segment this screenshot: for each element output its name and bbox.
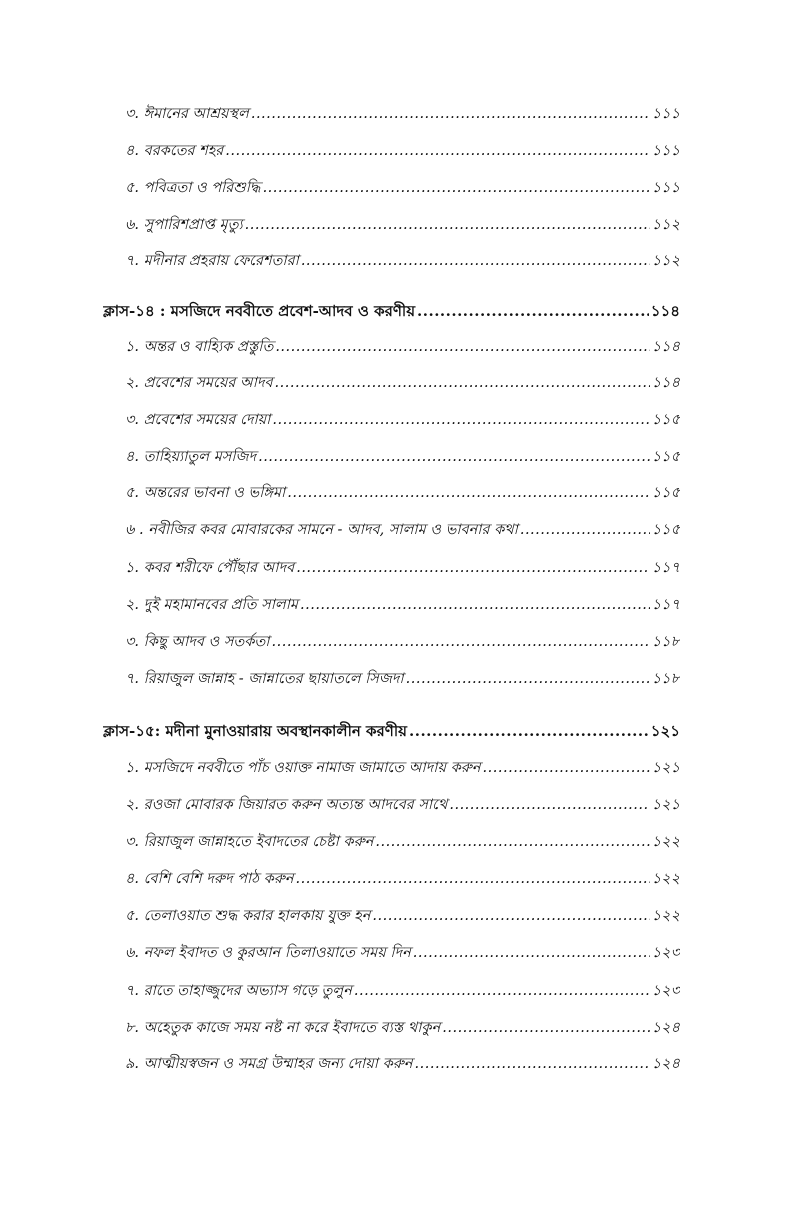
toc-page-number: ১২১ — [650, 722, 680, 740]
toc-entry-label: ৯. আত্মীয়স্বজন ও সমগ্র উম্মাহর জন্য দোয়া করুন — [125, 1056, 413, 1072]
toc-entry-label: ৬ . নবীজির কবর মোবারকের সামনে - আদব, সালাম ও ভাবনার কথা — [125, 522, 518, 538]
toc-entry-label: ২. রওজা মোবারক জিয়ারত করুন অত্যন্ত আদবের সাথে — [125, 797, 448, 813]
toc-entry — [125, 372, 680, 396]
toc-entry-label: ৩. প্রবেশের সময়ের দোয়া — [125, 412, 271, 428]
toc-entry — [125, 177, 680, 201]
toc-entry — [125, 214, 680, 238]
toc-entry-label: ৪. বেশি বেশি দরুদ পাঠ করুন — [125, 871, 294, 887]
toc-heading — [103, 720, 680, 745]
toc-page-number: ১১২ — [651, 253, 680, 269]
dot-leader — [372, 908, 649, 924]
toc-entry-label: ৪. বরকতের শহর — [125, 143, 224, 159]
dot-leader — [415, 1056, 650, 1072]
toc-page-number: ১২৩ — [651, 983, 680, 999]
toc-entry — [125, 1053, 680, 1077]
toc-entry-label: ৪. তাহিয়্যাতুল মসজিদ — [125, 449, 257, 465]
toc-page-number: ১২৪ — [651, 1020, 680, 1036]
toc-entry — [125, 594, 680, 618]
dot-leader — [375, 834, 649, 850]
toc-page-number: ১১৭ — [651, 597, 680, 613]
toc-entry-label: ১. কবর শরীফে পৌঁছার আদব — [125, 560, 295, 576]
toc-page-number: ১১১ — [651, 180, 680, 196]
dot-leader — [483, 760, 650, 776]
toc-page-number: ১১৮ — [651, 634, 680, 650]
dot-leader — [417, 302, 649, 320]
dot-leader — [245, 217, 650, 233]
dot-leader — [272, 634, 650, 650]
dot-leader — [413, 945, 650, 961]
toc-page-number: ১২৩ — [651, 945, 680, 961]
dot-leader — [520, 522, 650, 538]
toc-entry — [125, 757, 680, 781]
toc-heading — [103, 300, 680, 325]
toc-entry-label: ৫. অন্তরের ভাবনা ও ভঙ্গিমা — [125, 485, 286, 501]
toc-entry-label: ক্লাস-১৪ : মসজিদে নববীতে প্রবেশ-আদব ও করণীয় — [103, 302, 416, 320]
toc-entry — [125, 1017, 680, 1041]
toc-entry — [125, 831, 680, 855]
toc-entry — [125, 905, 680, 929]
toc-page-number: ১১১ — [651, 143, 680, 159]
toc-page-number: ১২২ — [651, 871, 680, 887]
toc-page-number: ১২২ — [651, 908, 680, 924]
dot-leader — [296, 560, 650, 576]
dot-leader — [263, 180, 650, 196]
toc-entry — [125, 446, 680, 470]
toc-entry-label: ১. অন্তর ও বাহ্যিক প্রস্তুতি — [125, 339, 274, 355]
toc-entry-label: ক্লাস-১৫: মদীনা মুনাওয়ারায় অবস্থানকালীন করণীয় — [103, 722, 407, 740]
toc-page-number: ১১৪ — [651, 375, 680, 391]
dot-leader — [354, 983, 650, 999]
toc-entry — [125, 482, 680, 506]
toc-page-number: ১১২ — [651, 217, 680, 233]
toc-page-number: ১২২ — [651, 834, 680, 850]
toc-entry-label: ৩. রিয়াজুল জান্নাহতে ইবাদতের চেষ্টা করুন — [125, 834, 374, 850]
toc-page-number: ১১৫ — [651, 522, 680, 538]
toc-entry — [125, 336, 680, 360]
toc-entry-label: ৬. নফল ইবাদত ও কুরআন তিলাওয়াতে সময় দিন — [125, 945, 411, 961]
toc-entry-label: ৫. পবিত্রতা ও পরিশুদ্ধি — [125, 180, 261, 196]
toc-entry-label: ৩. ঈমানের আশ্রয়স্থল — [125, 106, 249, 122]
dot-leader — [225, 143, 649, 159]
toc-page-number: ১১৪ — [650, 302, 680, 320]
dot-leader — [275, 375, 650, 391]
toc-entry — [125, 250, 680, 274]
dot-leader — [449, 797, 649, 813]
toc-entry — [125, 409, 680, 433]
toc-page-number: ১১৭ — [651, 560, 680, 576]
toc-entry-label: ৭. রাতে তাহাজ্জুদের অভ্যাস গড়ে তুলুন — [125, 983, 352, 999]
dot-leader — [287, 485, 650, 501]
dot-leader — [300, 597, 650, 613]
toc-entry-label: ১. মসজিদে নববীতে পাঁচ ওয়াক্ত নামাজ জামাতে আদায় করুন — [125, 760, 481, 776]
toc-page-number: ১১৪ — [651, 339, 680, 355]
toc-page-number: ১১১ — [651, 106, 680, 122]
toc-entry-label: ৭. রিয়াজুল জান্নাহ - জান্নাতের ছায়াতলে সিজদা — [125, 671, 404, 687]
toc-entry-label: ২. প্রবেশের সময়ের আদব — [125, 375, 273, 391]
toc-page-number: ১২১ — [651, 760, 680, 776]
toc-entry — [125, 980, 680, 1004]
toc-page-number: ১১৮ — [651, 671, 680, 687]
toc-entry — [125, 557, 680, 581]
toc-entry — [125, 794, 680, 818]
toc-page-number: ১১৫ — [651, 449, 680, 465]
toc-entry — [125, 942, 680, 966]
toc-page-number: ১২১ — [651, 797, 680, 813]
dot-leader — [409, 722, 649, 740]
toc-entry — [125, 103, 680, 127]
dot-leader — [442, 1020, 650, 1036]
dot-leader — [258, 449, 650, 465]
toc-entry — [125, 140, 680, 164]
toc-entry-label: ৩. কিছু আদব ও সতর্কতা — [125, 634, 270, 650]
dot-leader — [275, 339, 649, 355]
toc-page-number: ১১৫ — [651, 412, 680, 428]
toc-entry — [125, 668, 680, 692]
dot-leader — [406, 671, 650, 687]
toc-entry-label: ৭. মদীনার প্রহরায় ফেরেশতারা — [125, 253, 299, 269]
dot-leader — [251, 106, 650, 122]
toc-entry-label: ৬. সুপারিশপ্রাপ্ত মৃত্যু — [125, 217, 243, 233]
dot-leader — [301, 253, 650, 269]
toc-entry — [125, 519, 680, 543]
toc-page-number: ১২৪ — [651, 1056, 680, 1072]
toc-page-number: ১১৫ — [651, 485, 680, 501]
dot-leader — [272, 412, 649, 428]
toc-entry — [125, 631, 680, 655]
toc-entry-label: ৫. তেলাওয়াত শুদ্ধ করার হালকায় যুক্ত হন — [125, 908, 371, 924]
dot-leader — [296, 871, 650, 887]
toc-entry-label: ৮. অহেতুক কাজে সময় নষ্ট না করে ইবাদতে ব্যস্ত থাকুন — [125, 1020, 441, 1036]
toc-entry-label: ২. দুই মহামানবের প্রতি সালাম — [125, 597, 298, 613]
toc-entry — [125, 868, 680, 892]
